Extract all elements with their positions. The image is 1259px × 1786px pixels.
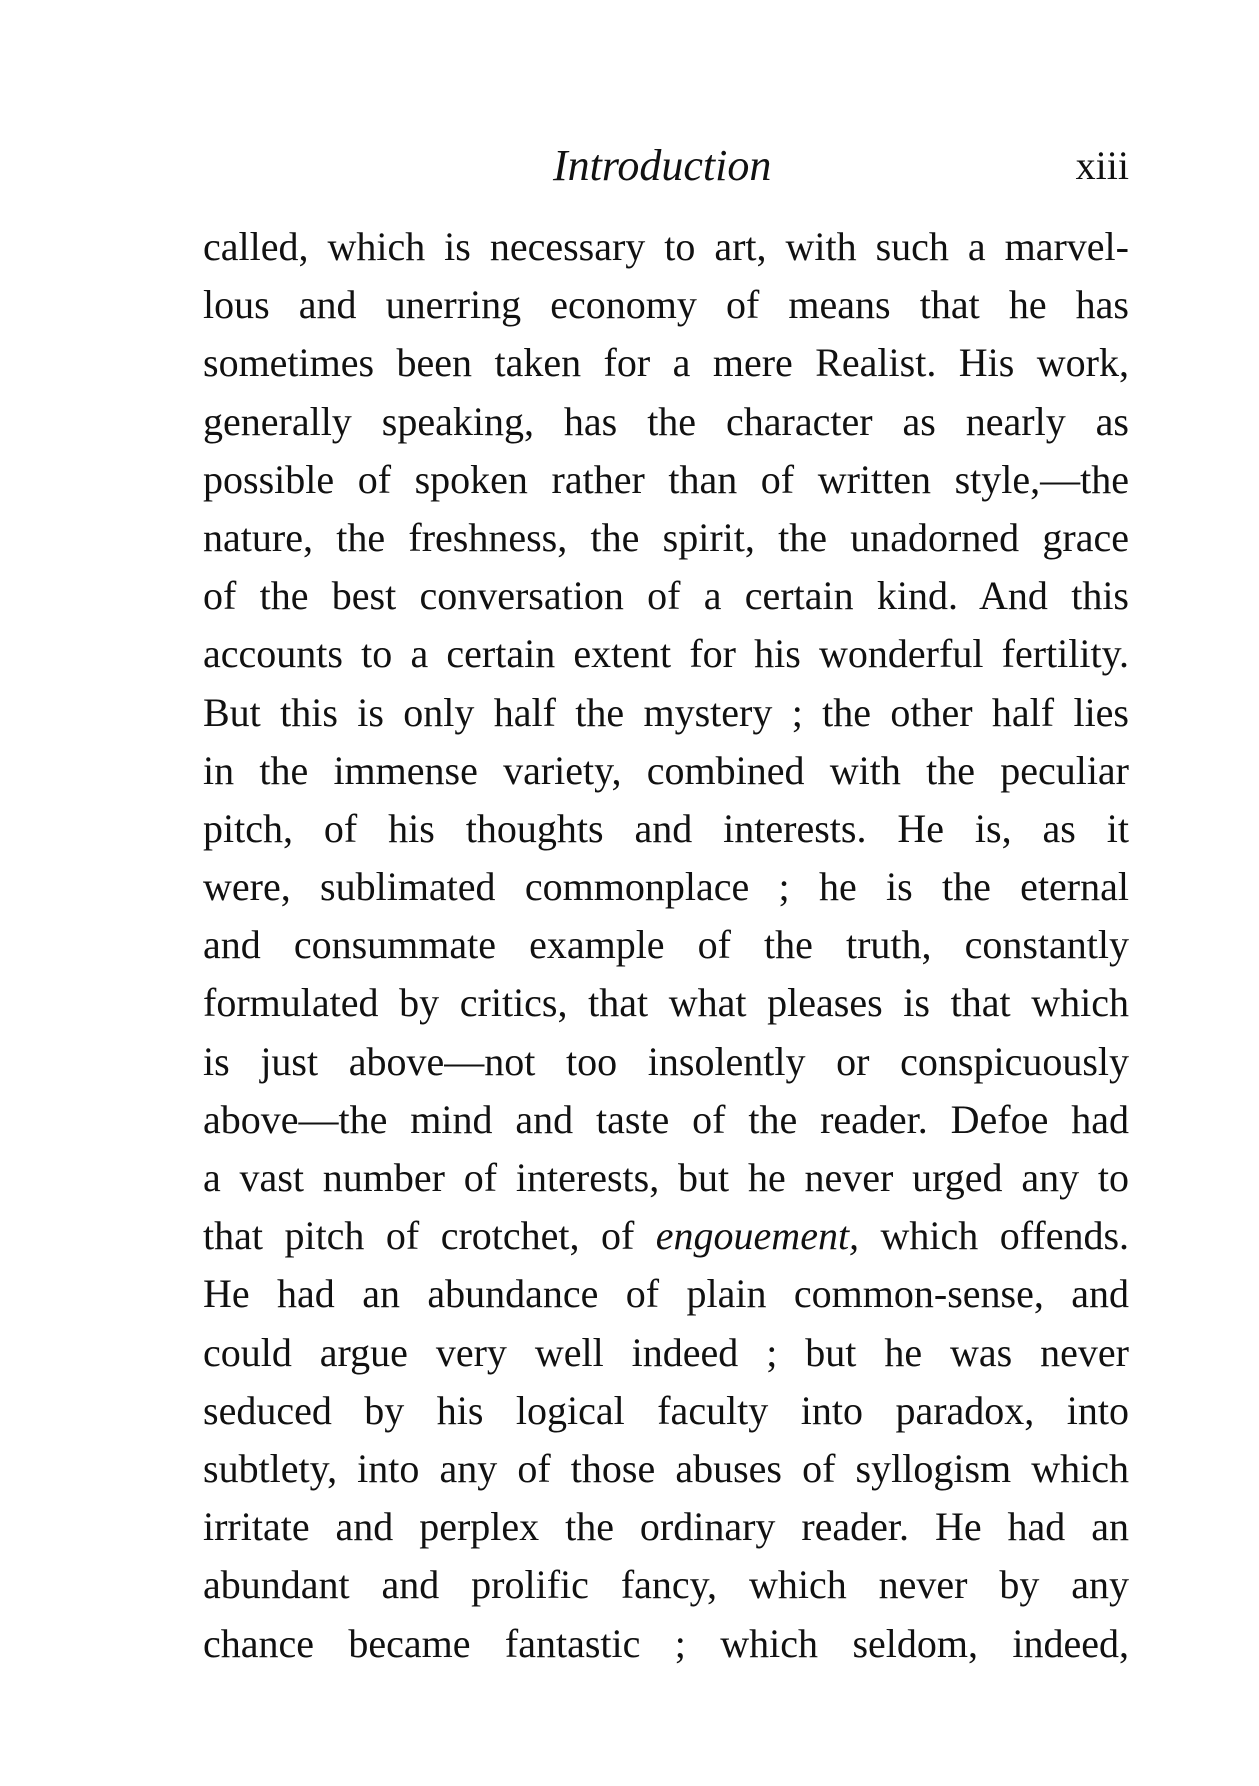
text-line: could argue very well indeed ; but he was never (203, 1329, 1129, 1375)
text-line: accounts to a certain extent for his wonderful fertility. (203, 631, 1129, 677)
text-line: But this is only half the mystery ; the other half lies (203, 689, 1129, 735)
text-line: sometimes been taken for a mere Realist. His work, (203, 340, 1129, 386)
text-line: of the best conversation of a certain kind. And this (203, 573, 1129, 619)
text-line: abundant and prolific fancy, which never by any (203, 1562, 1129, 1608)
page-header (203, 136, 1129, 196)
text-line: possible of spoken rather than of written style,—the (203, 456, 1129, 502)
text-line: called, which is necessary to art, with such a marvel- (203, 224, 1129, 269)
text-line: a vast number of interests, but he never urged any to (203, 1155, 1129, 1200)
running-head: Introduction (553, 141, 772, 190)
text-line: He had an abundance of plain common-sense, and (203, 1271, 1129, 1317)
text-line: seduced by his logical faculty into paradox, into (203, 1387, 1129, 1433)
text-line: is just above—not too insolently or conspicuously (203, 1038, 1129, 1084)
italic-word: engouement, (655, 1213, 860, 1259)
text-line: irritate and perplex the ordinary reader. He had an (203, 1504, 1129, 1550)
body-text (203, 218, 1129, 1673)
text-line: generally speaking, has the character as nearly as (203, 398, 1129, 444)
text-line: nature, the freshness, the spirit, the unadorned grace (203, 514, 1129, 560)
text-line: and consummate example of the truth, constantly (203, 922, 1129, 968)
text-line: formulated by critics, that what pleases is that which (203, 980, 1129, 1026)
text-line: in the immense variety, combined with the peculiar (203, 747, 1129, 793)
text-line: lous and unerring economy of means that he has (203, 282, 1129, 328)
text-line: were, sublimated commonplace ; he is the eternal (203, 864, 1129, 910)
line-head: that pitch of crotchet, of (203, 1213, 635, 1259)
text-line: above—the mind and taste of the reader. Defoe had (203, 1096, 1129, 1142)
text-line: pitch, of his thoughts and interests. He is, as it (203, 805, 1129, 851)
line-tail: which offends. (880, 1213, 1129, 1259)
text-line-italic (203, 1207, 1129, 1265)
page-number: xiii (1075, 143, 1129, 188)
text-line: chance became fantastic ; which seldom, indeed, (203, 1620, 1129, 1666)
text-line: subtlety, into any of those abuses of syllogism which (203, 1445, 1129, 1491)
